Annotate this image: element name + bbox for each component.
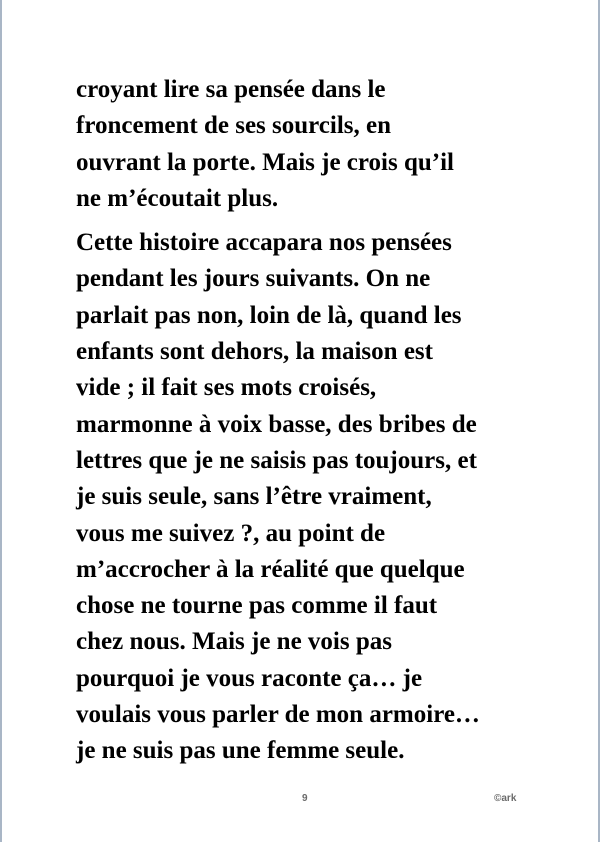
text-line: pourquoi je vous raconte ça… je: [76, 664, 423, 692]
text-line: pendant les jours suivants. On ne: [76, 265, 431, 293]
paragraph-1: [76, 72, 546, 217]
text-line: parlait pas non, loin de là, quand les: [76, 301, 462, 329]
text-line: voulais vous parler de mon armoire…: [76, 701, 480, 729]
text-line: marmonne à voix basse, des bribes de: [76, 410, 477, 438]
copyright-mark: ©ark: [494, 793, 517, 804]
text-line: croyant lire sa pensée dans le: [76, 76, 386, 103]
text-line: froncement de ses sourcils, en: [76, 112, 392, 140]
page-number: 9: [302, 793, 308, 804]
text-line: chose ne tourne pas comme il faut: [76, 592, 438, 620]
text-line: je suis seule, sans l’être vraiment,: [76, 483, 432, 511]
text-line: je ne suis pas une femme seule.: [76, 737, 405, 765]
text-line: enfants sont dehors, la maison est: [76, 338, 433, 366]
paragraph-2: [76, 225, 546, 769]
text-line: vide ; il fait ses mots croisés,: [76, 374, 377, 402]
text-line: lettres que je ne saisis pas toujours, et: [76, 446, 477, 474]
text-line: vous me suivez ?, au point de: [76, 519, 386, 547]
body-text: [76, 72, 546, 770]
text-line: m’accrocher à la réalité que quelque: [76, 555, 465, 583]
text-line: chez nous. Mais je ne vois pas: [76, 628, 392, 656]
text-line: ouvrant la porte. Mais je crois qu’il: [76, 148, 454, 176]
text-line: ne m’écoutait plus.: [76, 184, 279, 212]
text-line: Cette histoire accapara nos pensées: [76, 229, 452, 257]
